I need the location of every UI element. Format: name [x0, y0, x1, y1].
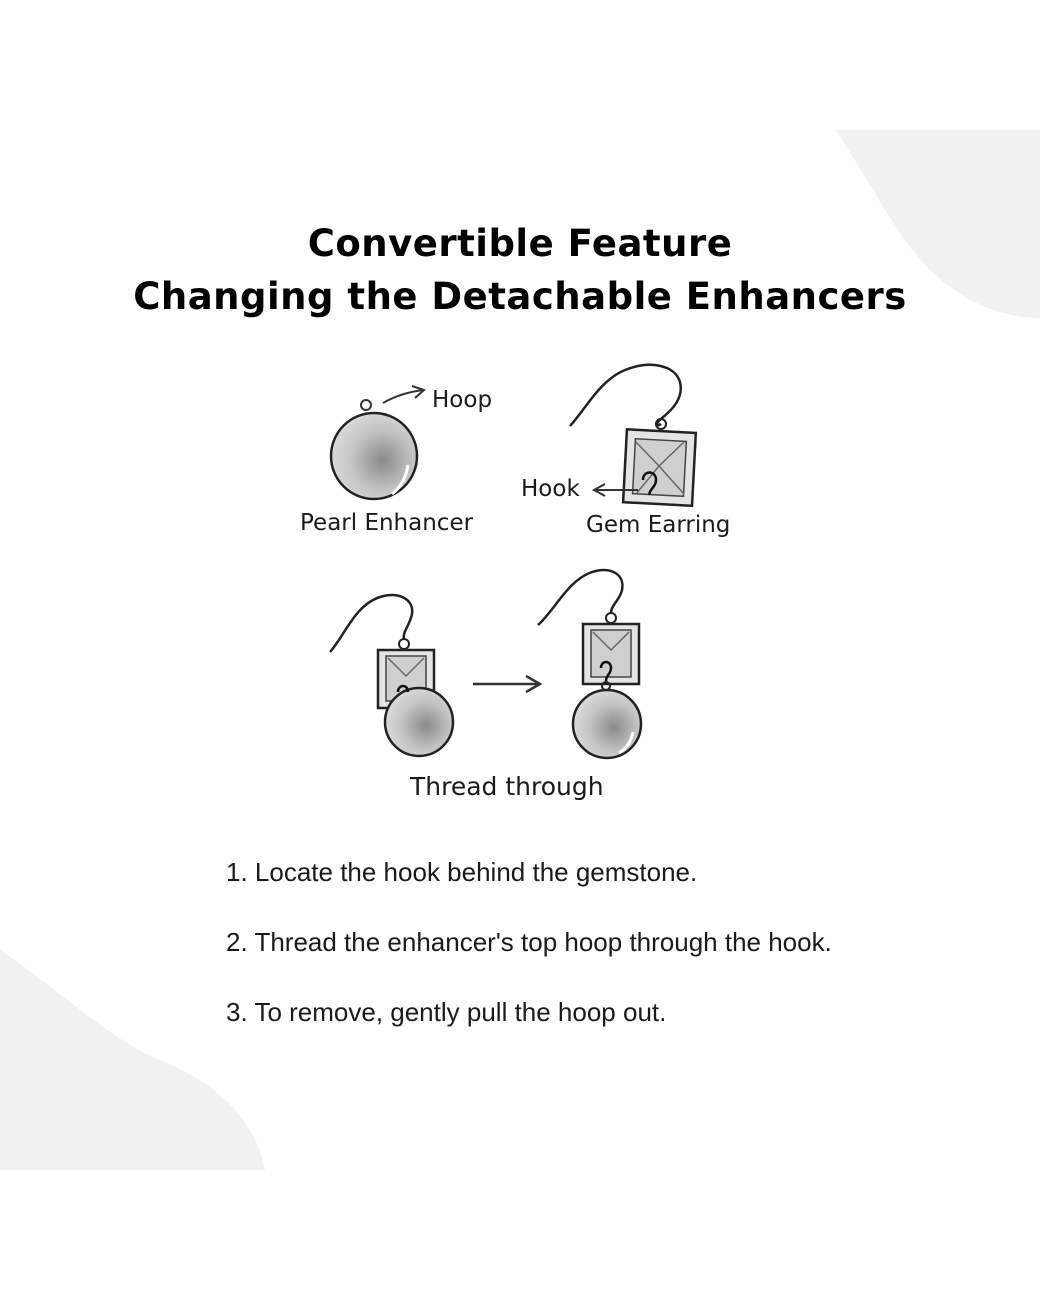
hoop-label: Hoop [432, 387, 493, 413]
step-item: 3. To remove, gently pull the hoop out. [226, 997, 667, 1027]
gem-earring-label: Gem Earring [586, 512, 731, 538]
step-item: 2. Thread the enhancer's top hoop through the hook. [226, 927, 832, 957]
gem-earring-drawing [570, 365, 696, 506]
pearl-enhancer-label: Pearl Enhancer [300, 510, 474, 536]
pearl-enhancer-drawing [331, 400, 417, 499]
title-line-1: Convertible Feature [307, 222, 733, 265]
hook-label: Hook [521, 476, 580, 502]
instruction-steps [226, 856, 832, 1066]
threading-step-drawing [330, 595, 453, 756]
thread-through-label: Thread through [410, 772, 604, 801]
right-arrow-icon [473, 676, 540, 692]
hoop-arrow-icon [383, 386, 424, 403]
step-item: 1. Locate the hook behind the gemstone. [226, 857, 698, 887]
assembled-earring-drawing [538, 570, 641, 758]
title-line-2: Changing the Detachable Enhancers [133, 275, 907, 318]
